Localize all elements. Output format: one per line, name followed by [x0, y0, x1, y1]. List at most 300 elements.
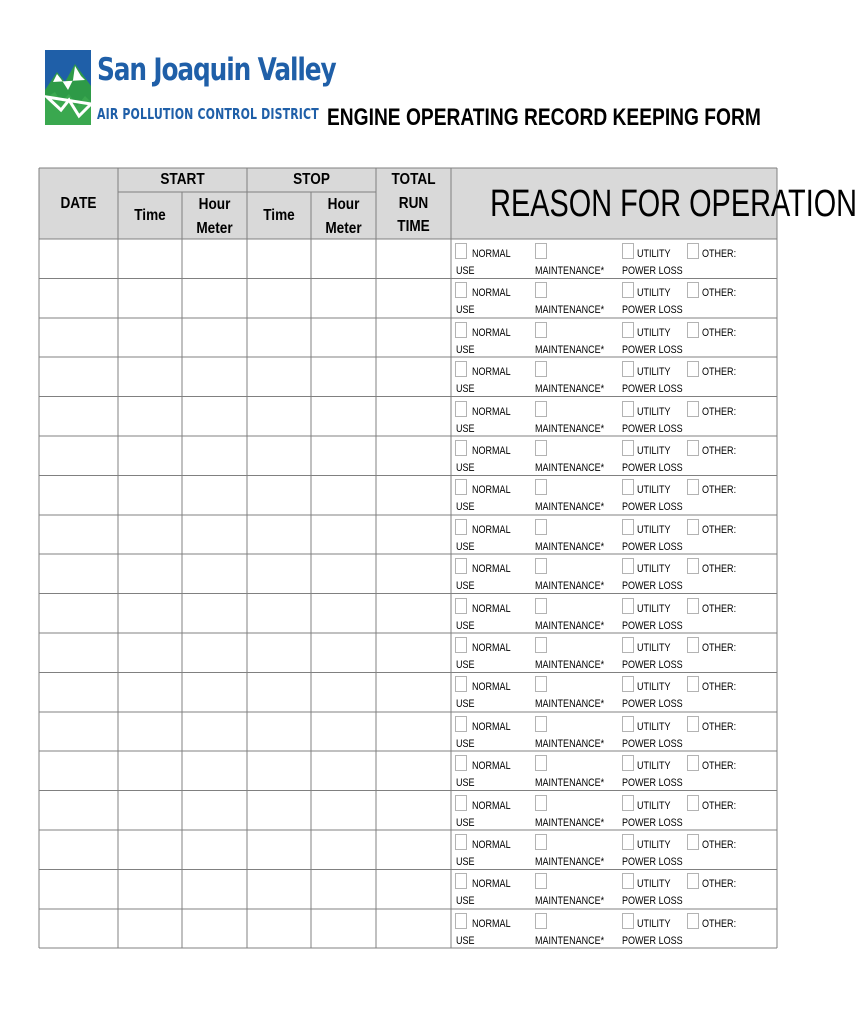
utility-label-line1: UTILITY [637, 681, 671, 694]
stop-hour-meter-cell[interactable] [311, 869, 376, 908]
other-label: OTHER: [702, 602, 737, 615]
normal-use-label-line1: NORMAL [472, 681, 511, 694]
utility-label-line2: POWER LOSS [622, 265, 683, 277]
utility-label-line1: UTILITY [637, 326, 671, 339]
normal-use-label-line2: USE [456, 659, 475, 671]
normal-use-label-line1: NORMAL [472, 326, 511, 339]
maintenance-label: MAINTENANCE* [535, 895, 605, 908]
total-run-time-cell[interactable] [376, 712, 451, 751]
org-subtitle: AIR POLLUTION CONTROL DISTRICT [97, 105, 319, 123]
utility-power-loss-checkbox[interactable] [622, 598, 634, 614]
maintenance-label: MAINTENANCE* [535, 304, 605, 317]
total-run-time-cell[interactable] [376, 672, 451, 711]
utility-power-loss-checkbox[interactable] [622, 755, 634, 771]
utility-label-line1: UTILITY [637, 484, 671, 497]
utility-label-line2: POWER LOSS [622, 501, 683, 514]
maintenance-checkbox[interactable] [535, 401, 547, 417]
start-hour-meter-cell[interactable] [182, 278, 247, 317]
utility-label-line2: POWER LOSS [622, 540, 683, 553]
total-run-time-cell[interactable] [376, 909, 451, 948]
other-label: OTHER: [702, 366, 737, 379]
total-run-time-cell[interactable] [376, 436, 451, 475]
stop-time-cell[interactable] [247, 909, 311, 948]
start-hour-meter-cell[interactable] [182, 672, 247, 711]
start-hour-meter-cell[interactable] [182, 239, 247, 278]
normal-use-checkbox[interactable] [455, 834, 467, 850]
normal-use-label-line2: USE [456, 698, 475, 711]
normal-use-label-line2: USE [456, 895, 475, 908]
utility-power-loss-checkbox[interactable] [622, 243, 634, 259]
maintenance-checkbox[interactable] [535, 598, 547, 614]
stop-time-cell[interactable] [247, 869, 311, 908]
other-checkbox[interactable] [687, 637, 699, 653]
normal-use-checkbox[interactable] [455, 676, 467, 692]
maintenance-label: MAINTENANCE* [535, 580, 605, 593]
date-cell[interactable] [39, 712, 118, 751]
utility-power-loss-checkbox[interactable] [622, 479, 634, 495]
date-cell[interactable] [39, 633, 118, 672]
stop-time-cell[interactable] [247, 751, 311, 790]
stop-time-cell[interactable] [247, 278, 311, 317]
utility-power-loss-checkbox[interactable] [622, 558, 634, 574]
total-run-time-cell[interactable] [376, 830, 451, 869]
maintenance-label: MAINTENANCE* [535, 265, 605, 277]
stop-hour-meter-cell[interactable] [311, 318, 376, 357]
utility-label-line1: UTILITY [637, 248, 671, 260]
normal-use-checkbox[interactable] [455, 361, 467, 377]
stop-time-cell[interactable] [247, 594, 311, 633]
other-checkbox[interactable] [687, 873, 699, 889]
record-row [0, 239, 770, 278]
other-label: OTHER: [702, 484, 737, 497]
other-label: OTHER: [702, 642, 737, 654]
stop-hour-meter-cell[interactable] [311, 633, 376, 672]
date-cell[interactable] [39, 830, 118, 869]
date-cell[interactable] [39, 791, 118, 830]
other-label: OTHER: [702, 720, 737, 733]
maintenance-checkbox[interactable] [535, 716, 547, 732]
run-header: RUN [398, 195, 429, 212]
utility-label-line2: POWER LOSS [622, 304, 683, 317]
other-checkbox[interactable] [687, 598, 699, 614]
normal-use-label-line2: USE [456, 934, 475, 947]
maintenance-checkbox[interactable] [535, 755, 547, 771]
stop-time-cell[interactable] [247, 475, 311, 514]
utility-power-loss-checkbox[interactable] [622, 637, 634, 653]
stop-hour-header: Hour [327, 196, 360, 213]
normal-use-label-line2: USE [456, 580, 475, 593]
utility-label-line1: UTILITY [637, 799, 671, 812]
start-hour-meter-cell[interactable] [182, 357, 247, 396]
date-cell[interactable] [39, 239, 118, 278]
start-time-cell[interactable] [118, 515, 182, 554]
utility-label-line2: POWER LOSS [622, 619, 683, 632]
record-row [0, 633, 770, 672]
start-time-cell[interactable] [118, 278, 182, 317]
utility-power-loss-checkbox[interactable] [622, 401, 634, 417]
other-label: OTHER: [702, 917, 737, 930]
other-checkbox[interactable] [687, 361, 699, 377]
start-time-cell[interactable] [118, 791, 182, 830]
stop-time-cell[interactable] [247, 239, 311, 278]
total-run-time-cell[interactable] [376, 515, 451, 554]
maintenance-checkbox[interactable] [535, 361, 547, 377]
other-checkbox[interactable] [687, 716, 699, 732]
stop-time-cell[interactable] [247, 436, 311, 475]
normal-use-label-line1: NORMAL [472, 878, 511, 891]
normal-use-label-line1: NORMAL [472, 799, 511, 812]
maintenance-label: MAINTENANCE* [535, 737, 605, 750]
stop-time-cell[interactable] [247, 515, 311, 554]
stop-meter-header: Meter [325, 220, 362, 237]
other-label: OTHER: [702, 445, 737, 457]
start-hour-meter-cell[interactable] [182, 554, 247, 593]
stop-hour-meter-cell[interactable] [311, 278, 376, 317]
normal-use-label-line2: USE [456, 343, 475, 356]
start-time-cell[interactable] [118, 475, 182, 514]
stop-time-cell[interactable] [247, 397, 311, 436]
normal-use-label-line2: USE [456, 816, 475, 829]
record-row [0, 436, 770, 475]
start-meter-header: Meter [196, 220, 233, 237]
normal-use-label-line2: USE [456, 265, 475, 277]
other-label: OTHER: [702, 287, 737, 300]
utility-label-line1: UTILITY [637, 287, 671, 300]
utility-label-line2: POWER LOSS [622, 934, 683, 947]
date-cell[interactable] [39, 554, 118, 593]
utility-label-line1: UTILITY [637, 445, 671, 457]
maintenance-label: MAINTENANCE* [535, 501, 605, 514]
maintenance-label: MAINTENANCE* [535, 343, 605, 356]
other-label: OTHER: [702, 878, 737, 891]
stop-hour-meter-cell[interactable] [311, 791, 376, 830]
start-hour-header: Hour [198, 196, 231, 213]
other-label: OTHER: [702, 760, 737, 773]
runtime-header: TIME [397, 218, 430, 235]
other-label: OTHER: [702, 681, 737, 694]
org-name: San Joaquin Valley [97, 52, 336, 88]
other-checkbox[interactable] [687, 401, 699, 417]
stop-hour-meter-cell[interactable] [311, 830, 376, 869]
total-run-time-cell[interactable] [376, 554, 451, 593]
stop-time-cell[interactable] [247, 318, 311, 357]
normal-use-checkbox[interactable] [455, 440, 467, 456]
utility-power-loss-checkbox[interactable] [622, 361, 634, 377]
maintenance-checkbox[interactable] [535, 322, 547, 338]
stop-time-cell[interactable] [247, 633, 311, 672]
start-time-cell[interactable] [118, 672, 182, 711]
record-row [0, 278, 770, 317]
utility-label-line1: UTILITY [637, 760, 671, 773]
total-run-time-cell[interactable] [376, 751, 451, 790]
stop-time-header: Time [263, 207, 295, 224]
maintenance-checkbox[interactable] [535, 676, 547, 692]
record-row [0, 515, 770, 554]
stop-hour-meter-cell[interactable] [311, 554, 376, 593]
utility-label-line1: UTILITY [637, 642, 671, 654]
utility-label-line1: UTILITY [637, 602, 671, 615]
start-time-cell[interactable] [118, 633, 182, 672]
reason-header: REASON FOR OPERATION [490, 183, 857, 225]
stop-time-cell[interactable] [247, 554, 311, 593]
date-cell[interactable] [39, 515, 118, 554]
maintenance-checkbox[interactable] [535, 479, 547, 495]
stop-hour-meter-cell[interactable] [311, 672, 376, 711]
utility-label-line2: POWER LOSS [622, 659, 683, 671]
utility-label-line1: UTILITY [637, 839, 671, 851]
utility-label-line2: POWER LOSS [622, 737, 683, 750]
utility-power-loss-checkbox[interactable] [622, 519, 634, 535]
utility-label-line2: POWER LOSS [622, 698, 683, 711]
utility-power-loss-checkbox[interactable] [622, 322, 634, 338]
utility-power-loss-checkbox[interactable] [622, 440, 634, 456]
normal-use-label-line2: USE [456, 501, 475, 514]
other-label: OTHER: [702, 326, 737, 339]
other-checkbox[interactable] [687, 440, 699, 456]
record-row [0, 672, 770, 711]
utility-power-loss-checkbox[interactable] [622, 716, 634, 732]
start-hour-meter-cell[interactable] [182, 436, 247, 475]
stop-hour-meter-cell[interactable] [311, 909, 376, 948]
stop-time-cell[interactable] [247, 830, 311, 869]
normal-use-checkbox[interactable] [455, 479, 467, 495]
utility-label-line1: UTILITY [637, 523, 671, 536]
other-checkbox[interactable] [687, 834, 699, 850]
date-cell[interactable] [39, 278, 118, 317]
other-checkbox[interactable] [687, 795, 699, 811]
utility-label-line1: UTILITY [637, 563, 671, 576]
maintenance-checkbox[interactable] [535, 243, 547, 259]
other-checkbox[interactable] [687, 755, 699, 771]
date-cell[interactable] [39, 436, 118, 475]
maintenance-label: MAINTENANCE* [535, 383, 605, 396]
utility-power-loss-checkbox[interactable] [622, 795, 634, 811]
start-time-cell[interactable] [118, 357, 182, 396]
date-cell[interactable] [39, 594, 118, 633]
maintenance-checkbox[interactable] [535, 519, 547, 535]
other-checkbox[interactable] [687, 558, 699, 574]
other-checkbox[interactable] [687, 322, 699, 338]
total-run-time-cell[interactable] [376, 357, 451, 396]
total-run-time-cell[interactable] [376, 791, 451, 830]
utility-label-line2: POWER LOSS [622, 580, 683, 593]
start-hour-meter-cell[interactable] [182, 318, 247, 357]
total-run-time-cell[interactable] [376, 397, 451, 436]
date-cell[interactable] [39, 909, 118, 948]
normal-use-checkbox[interactable] [455, 519, 467, 535]
start-hour-meter-cell[interactable] [182, 712, 247, 751]
maintenance-checkbox[interactable] [535, 795, 547, 811]
normal-use-label-line1: NORMAL [472, 917, 511, 930]
maintenance-label: MAINTENANCE* [535, 777, 605, 790]
normal-use-checkbox[interactable] [455, 873, 467, 889]
start-time-cell[interactable] [118, 830, 182, 869]
normal-use-checkbox[interactable] [455, 598, 467, 614]
start-hour-meter-cell[interactable] [182, 830, 247, 869]
record-row [0, 397, 770, 436]
utility-power-loss-checkbox[interactable] [622, 676, 634, 692]
total-run-time-cell[interactable] [376, 318, 451, 357]
record-row [0, 830, 770, 869]
maintenance-label: MAINTENANCE* [535, 422, 605, 435]
total-run-time-cell[interactable] [376, 633, 451, 672]
start-time-cell[interactable] [118, 239, 182, 278]
other-label: OTHER: [702, 799, 737, 812]
normal-use-label-line2: USE [456, 540, 475, 553]
maintenance-label: MAINTENANCE* [535, 698, 605, 711]
start-time-header: Time [134, 207, 166, 224]
record-row [0, 869, 770, 908]
normal-use-checkbox[interactable] [455, 795, 467, 811]
normal-use-label-line1: NORMAL [472, 287, 511, 300]
utility-label-line1: UTILITY [637, 878, 671, 891]
start-hour-meter-cell[interactable] [182, 909, 247, 948]
stop-hour-meter-cell[interactable] [311, 515, 376, 554]
utility-label-line2: POWER LOSS [622, 383, 683, 396]
utility-label-line1: UTILITY [637, 720, 671, 733]
utility-label-line2: POWER LOSS [622, 777, 683, 790]
date-cell[interactable] [39, 672, 118, 711]
start-time-cell[interactable] [118, 594, 182, 633]
maintenance-checkbox[interactable] [535, 558, 547, 574]
normal-use-label-line1: NORMAL [472, 760, 511, 773]
normal-use-label-line1: NORMAL [472, 405, 511, 418]
start-time-cell[interactable] [118, 909, 182, 948]
utility-label-line1: UTILITY [637, 917, 671, 930]
normal-use-checkbox[interactable] [455, 558, 467, 574]
maintenance-checkbox[interactable] [535, 440, 547, 456]
other-checkbox[interactable] [687, 479, 699, 495]
other-checkbox[interactable] [687, 676, 699, 692]
date-cell[interactable] [39, 869, 118, 908]
maintenance-label: MAINTENANCE* [535, 856, 605, 868]
total-run-time-cell[interactable] [376, 594, 451, 633]
date-cell[interactable] [39, 318, 118, 357]
utility-label-line2: POWER LOSS [622, 343, 683, 356]
record-row [0, 909, 770, 948]
utility-label-line1: UTILITY [637, 405, 671, 418]
utility-power-loss-checkbox[interactable] [622, 282, 634, 298]
normal-use-label-line1: NORMAL [472, 563, 511, 576]
start-hour-meter-cell[interactable] [182, 594, 247, 633]
start-time-cell[interactable] [118, 436, 182, 475]
total-run-time-cell[interactable] [376, 239, 451, 278]
stop-time-cell[interactable] [247, 357, 311, 396]
normal-use-label-line2: USE [456, 856, 475, 868]
other-checkbox[interactable] [687, 243, 699, 259]
other-checkbox[interactable] [687, 913, 699, 929]
start-time-cell[interactable] [118, 712, 182, 751]
maintenance-checkbox[interactable] [535, 282, 547, 298]
normal-use-checkbox[interactable] [455, 401, 467, 417]
maintenance-checkbox[interactable] [535, 873, 547, 889]
maintenance-label: MAINTENANCE* [535, 540, 605, 553]
maintenance-checkbox[interactable] [535, 913, 547, 929]
utility-power-loss-checkbox[interactable] [622, 834, 634, 850]
date-cell[interactable] [39, 751, 118, 790]
normal-use-checkbox[interactable] [455, 243, 467, 259]
normal-use-label-line2: USE [456, 619, 475, 632]
utility-power-loss-checkbox[interactable] [622, 913, 634, 929]
stop-hour-meter-cell[interactable] [311, 751, 376, 790]
utility-label-line2: POWER LOSS [622, 895, 683, 908]
other-label: OTHER: [702, 248, 737, 260]
record-row [0, 791, 770, 830]
start-time-cell[interactable] [118, 318, 182, 357]
normal-use-checkbox[interactable] [455, 913, 467, 929]
maintenance-checkbox[interactable] [535, 637, 547, 653]
utility-label-line2: POWER LOSS [622, 462, 683, 474]
start-hour-meter-cell[interactable] [182, 791, 247, 830]
stop-time-cell[interactable] [247, 791, 311, 830]
stop-hour-meter-cell[interactable] [311, 397, 376, 436]
maintenance-label: MAINTENANCE* [535, 462, 605, 474]
normal-use-checkbox[interactable] [455, 282, 467, 298]
normal-use-label-line1: NORMAL [472, 602, 511, 615]
start-time-cell[interactable] [118, 869, 182, 908]
start-time-cell[interactable] [118, 751, 182, 790]
record-row [0, 475, 770, 514]
stop-time-cell[interactable] [247, 712, 311, 751]
record-row [0, 318, 770, 357]
maintenance-label: MAINTENANCE* [535, 659, 605, 671]
maintenance-label: MAINTENANCE* [535, 934, 605, 947]
record-row [0, 751, 770, 790]
stop-hour-meter-cell[interactable] [311, 594, 376, 633]
stop-hour-meter-cell[interactable] [311, 239, 376, 278]
total-run-time-cell[interactable] [376, 475, 451, 514]
maintenance-checkbox[interactable] [535, 834, 547, 850]
date-cell[interactable] [39, 397, 118, 436]
start-hour-meter-cell[interactable] [182, 397, 247, 436]
other-checkbox[interactable] [687, 282, 699, 298]
normal-use-label-line2: USE [456, 462, 475, 474]
other-checkbox[interactable] [687, 519, 699, 535]
utility-label-line1: UTILITY [637, 366, 671, 379]
start-time-cell[interactable] [118, 554, 182, 593]
normal-use-label-line1: NORMAL [472, 720, 511, 733]
record-row [0, 357, 770, 396]
normal-use-checkbox[interactable] [455, 637, 467, 653]
stop-time-cell[interactable] [247, 672, 311, 711]
total-run-time-cell[interactable] [376, 278, 451, 317]
normal-use-label-line2: USE [456, 737, 475, 750]
normal-use-checkbox[interactable] [455, 322, 467, 338]
stop-hour-meter-cell[interactable] [311, 712, 376, 751]
start-hour-meter-cell[interactable] [182, 515, 247, 554]
normal-use-checkbox[interactable] [455, 755, 467, 771]
normal-use-label-line1: NORMAL [472, 642, 511, 654]
stop-hour-meter-cell[interactable] [311, 475, 376, 514]
normal-use-label-line1: NORMAL [472, 248, 511, 260]
total-run-time-cell[interactable] [376, 869, 451, 908]
start-time-cell[interactable] [118, 397, 182, 436]
start-hour-meter-cell[interactable] [182, 751, 247, 790]
date-cell[interactable] [39, 475, 118, 514]
date-header: DATE [60, 195, 97, 212]
stop-hour-meter-cell[interactable] [311, 357, 376, 396]
stop-hour-meter-cell[interactable] [311, 436, 376, 475]
utility-power-loss-checkbox[interactable] [622, 873, 634, 889]
other-label: OTHER: [702, 405, 737, 418]
record-row [0, 594, 770, 633]
other-label: OTHER: [702, 563, 737, 576]
normal-use-checkbox[interactable] [455, 716, 467, 732]
start-hour-meter-cell[interactable] [182, 475, 247, 514]
start-hour-meter-cell[interactable] [182, 633, 247, 672]
date-cell[interactable] [39, 357, 118, 396]
start-hour-meter-cell[interactable] [182, 869, 247, 908]
